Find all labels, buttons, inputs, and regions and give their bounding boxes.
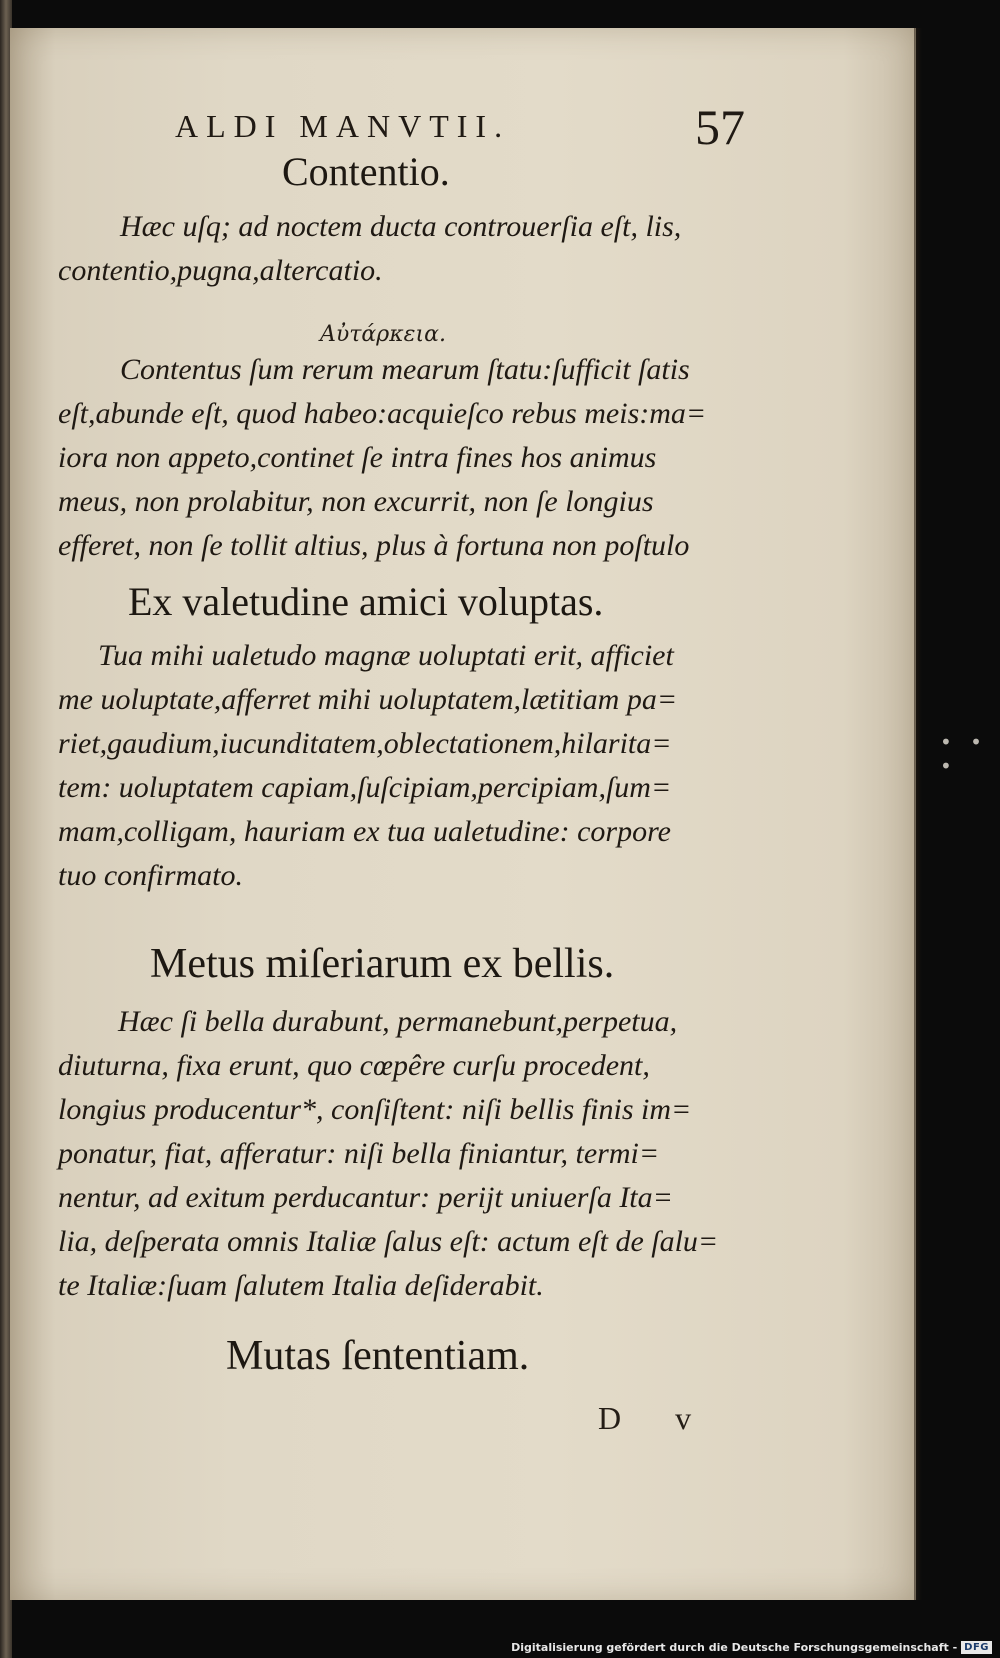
scan-margin-dots: • • • bbox=[940, 730, 988, 778]
text-line: me uoluptate,afferret mihi uoluptatem,lætitiam pa= bbox=[58, 683, 678, 716]
text-line: lia, deſperata omnis Italiæ ſalus eſt: actum eſt de ſalu= bbox=[58, 1225, 719, 1258]
text-line: diuturna, fixa erunt, quo cœpêre curſu procedent, bbox=[58, 1049, 650, 1082]
catchword: v bbox=[675, 1400, 692, 1436]
section-text-contentus bbox=[58, 348, 758, 568]
page-edge-shadow bbox=[914, 28, 922, 1600]
text-line: iora non appeto,continet ſe intra fines hos animus bbox=[58, 441, 657, 474]
section-text-contentio bbox=[58, 205, 758, 293]
text-line: Contentus ſum rerum mearum ſtatu:ſufficit ſatis bbox=[120, 353, 690, 386]
section-text-metus bbox=[58, 1000, 758, 1308]
text-line: Tua mihi ualetudo magnæ uoluptati erit, afficiet bbox=[98, 639, 674, 672]
section-heading-valetudine: Ex valetudine amici voluptas. bbox=[128, 579, 604, 624]
signature-mark: D bbox=[598, 1400, 622, 1436]
text-line: eſt,abunde eſt, quod habeo:acquieſco rebus meis:ma= bbox=[58, 397, 707, 430]
text-line: tuo confirmato. bbox=[58, 859, 243, 892]
section-heading-metus: Metus miſeriarum ex bellis. bbox=[150, 941, 615, 987]
text-line: meus, non prolabitur, non excurrit, non ſe longius bbox=[58, 485, 654, 518]
text-line: contentio,pugna,altercatio. bbox=[58, 254, 383, 287]
text-line: Hæc uſq; ad noctem ducta controuerſia eſt, lis, bbox=[120, 210, 682, 243]
text-line: mam,colligam, hauriam ex tua ualetudine: corpore bbox=[58, 815, 671, 848]
digitization-credit bbox=[511, 1641, 992, 1654]
text-line: ponatur, fiat, afferatur: niſi bella finiantur, termi= bbox=[58, 1137, 660, 1170]
text-line: tem: uoluptatem capiam,ſuſcipiam,percipiam,ſum= bbox=[58, 771, 672, 804]
section-heading-mutas: Mutas ſententiam. bbox=[226, 1333, 530, 1379]
section-heading-contentio: Contentio. bbox=[282, 149, 450, 194]
text-line: riet,gaudium,iucunditatem,oblectationem,hilarita= bbox=[58, 727, 672, 760]
text-line: Hæc ſi bella durabunt, permanebunt,perpetua, bbox=[118, 1005, 678, 1038]
text-line: longius producentur*, conſiſtent: niſi bellis finis im= bbox=[58, 1093, 692, 1126]
text-line: efferet, non ſe tollit altius, plus à fortuna non poſtulo bbox=[58, 529, 690, 562]
text-line: te Italiæ:ſuam ſalutem Italia deſiderabit. bbox=[58, 1269, 544, 1302]
page-footer bbox=[598, 1400, 737, 1437]
page-number: 57 bbox=[695, 99, 745, 155]
running-head: ALDI MANVTII. bbox=[175, 108, 511, 144]
section-heading-greek: Αὐτάρκεια. bbox=[320, 322, 446, 347]
text-line: nentur, ad exitum perducantur: perijt uniuerſa Ita= bbox=[58, 1181, 673, 1214]
section-text-valetudine bbox=[58, 634, 758, 898]
dfg-logo: DFG bbox=[961, 1641, 992, 1654]
credit-text: Digitalisierung gefördert durch die Deutsche Forschungsgemeinschaft - bbox=[511, 1641, 958, 1654]
